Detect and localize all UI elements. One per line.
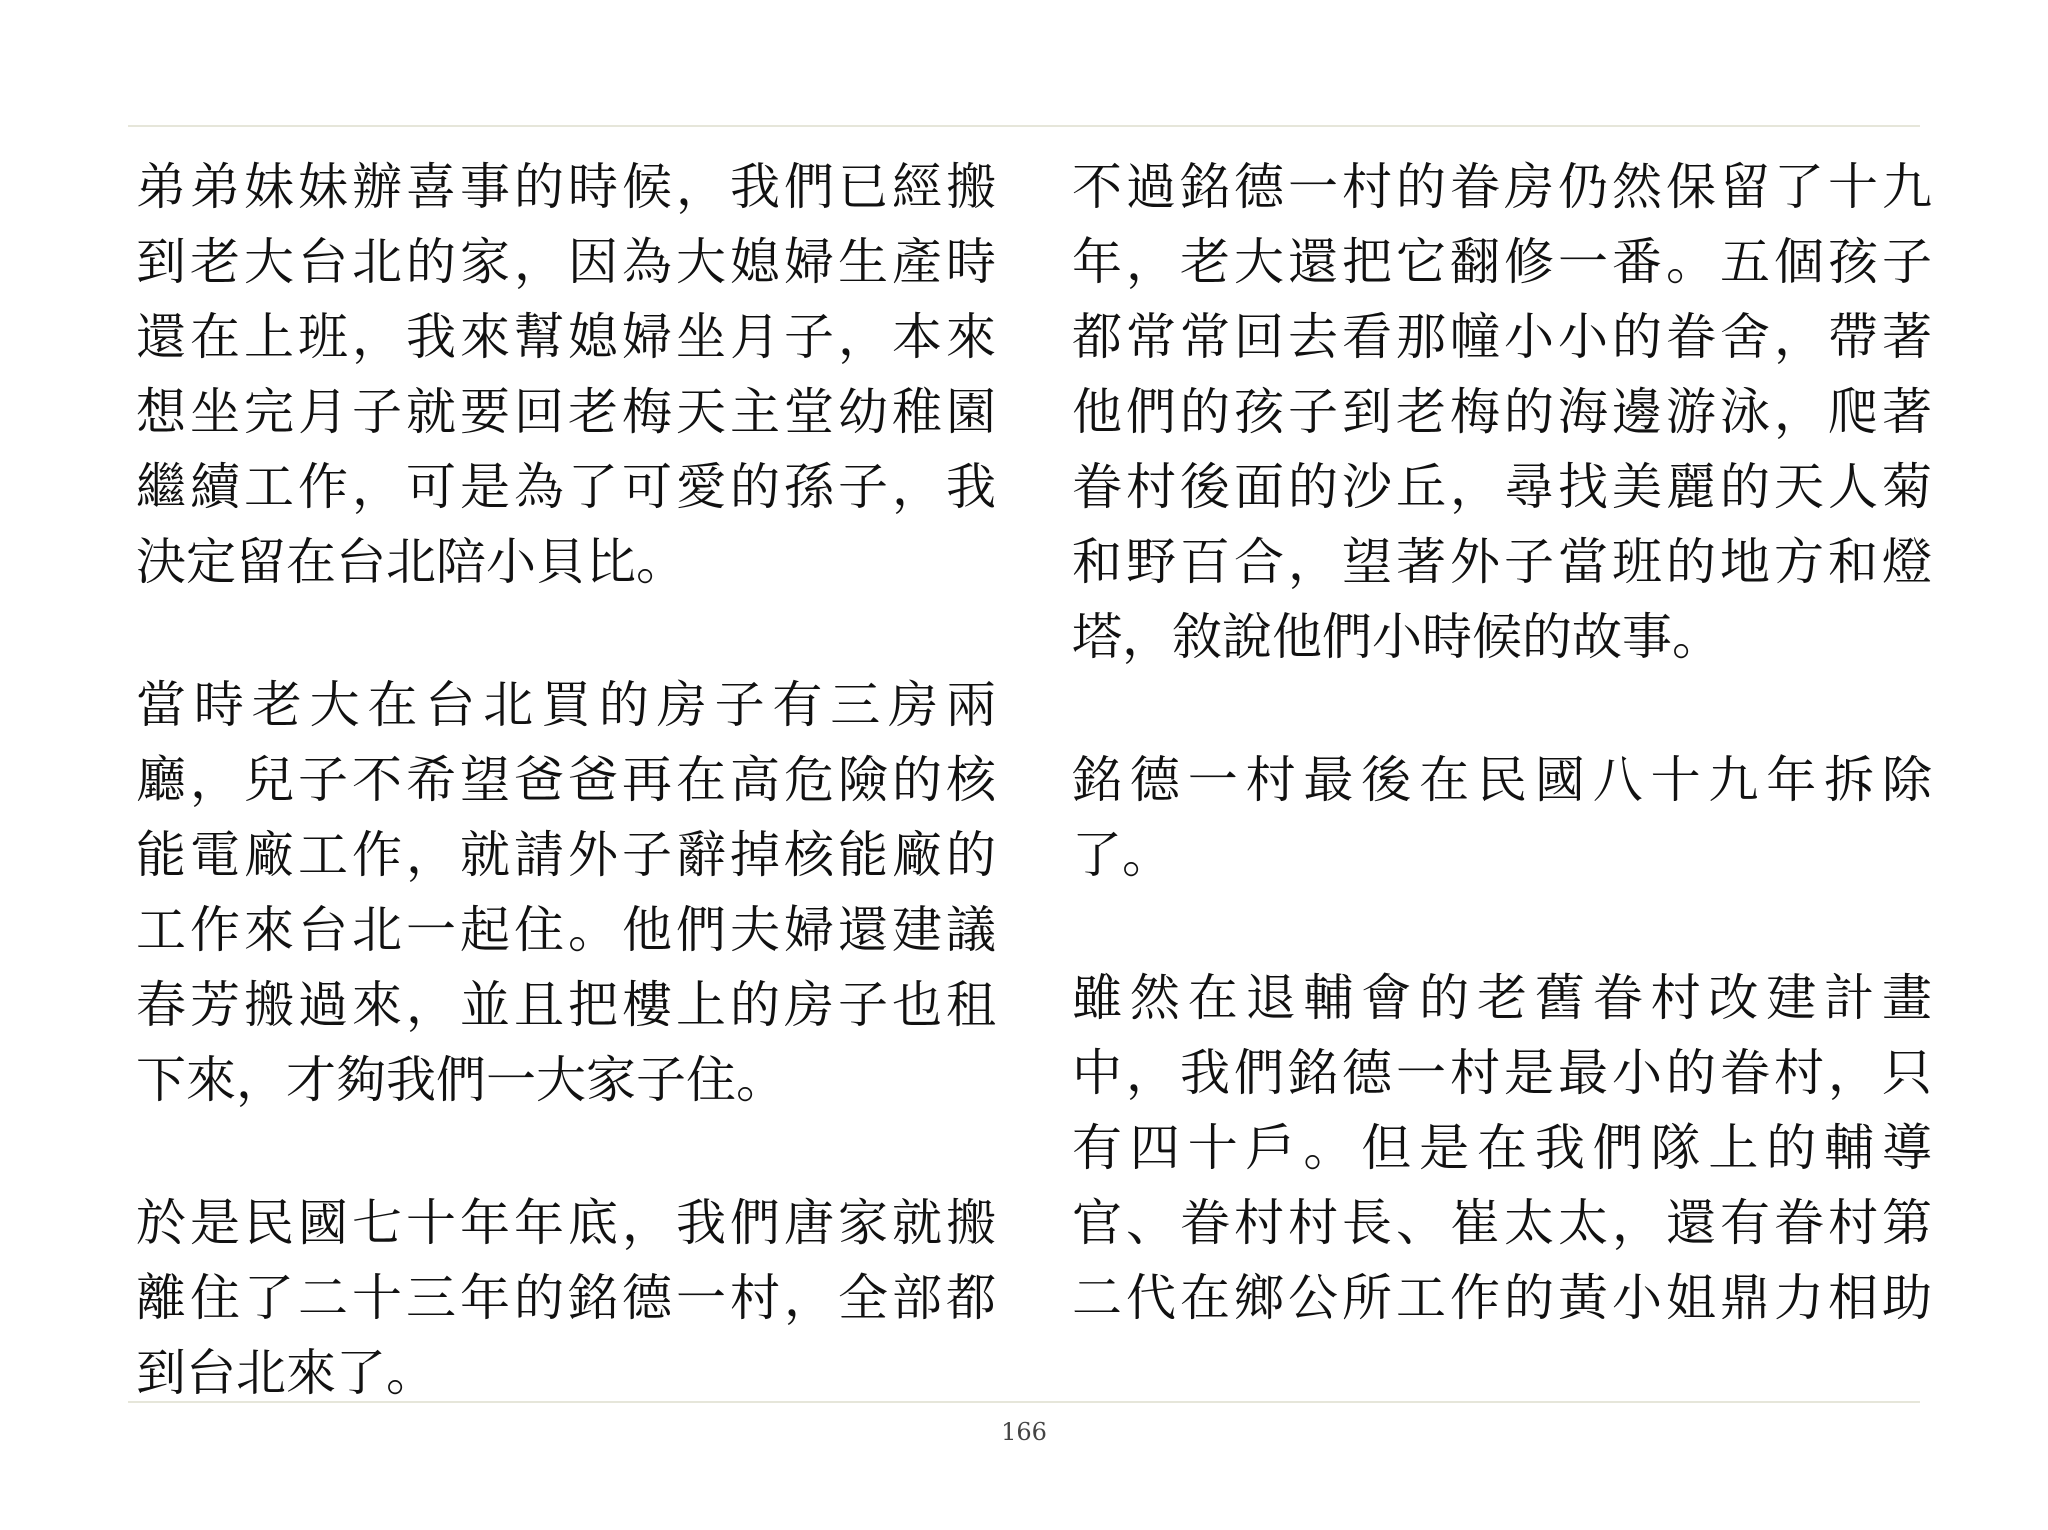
- bottom-rule: [128, 1401, 1920, 1403]
- text-line: 到台北來了。: [136, 1344, 436, 1402]
- text-line: 塔，敘說他們小時候的故事。: [1072, 608, 1722, 666]
- text-line: 眷村後面的沙丘，尋找美麗的天人菊: [1072, 458, 1932, 516]
- paragraph: [1072, 961, 1932, 1336]
- text-line: 弟弟妹妹辦喜事的時候，我們已經搬: [136, 158, 996, 216]
- text-line: 於是民國七十年年底，我們唐家就搬: [136, 1194, 996, 1252]
- text-line: 年，老大還把它翻修一番。五個孩子: [1072, 233, 1932, 291]
- text-line: 中，我們銘德一村是最小的眷村，只: [1072, 1044, 1932, 1102]
- text-line: 想坐完月子就要回老梅天主堂幼稚園: [136, 383, 996, 441]
- text-line: 繼續工作，可是為了可愛的孫子，我: [136, 458, 996, 516]
- text-line: 銘德一村最後在民國八十九年拆除: [1072, 751, 1932, 809]
- text-line: 官、眷村村長、崔太太，還有眷村第: [1072, 1194, 1932, 1252]
- paragraph: [136, 1186, 996, 1411]
- text-line: 春芳搬過來，並且把樓上的房子也租: [136, 976, 996, 1034]
- text-line: 下來，才夠我們一大家子住。: [136, 1051, 786, 1109]
- text-line: 還在上班，我來幫媳婦坐月子，本來: [136, 308, 996, 366]
- paragraph: [136, 150, 996, 600]
- text-line: 都常常回去看那幢小小的眷舍，帶著: [1072, 308, 1932, 366]
- top-rule: [128, 125, 1920, 127]
- paragraph: [1072, 743, 1932, 893]
- text-line: 和野百合，望著外子當班的地方和燈: [1072, 533, 1932, 591]
- text-line: 有四十戶。但是在我們隊上的輔導: [1072, 1119, 1932, 1177]
- paragraph: [136, 668, 996, 1118]
- text-line: 雖然在退輔會的老舊眷村改建計畫: [1072, 969, 1932, 1027]
- paragraph: [1072, 150, 1932, 675]
- left-column: [136, 150, 996, 1479]
- text-line: 工作來台北一起住。他們夫婦還建議: [136, 901, 996, 959]
- page-number: 166: [1001, 1418, 1047, 1446]
- text-line: 能電廠工作，就請外子辭掉核能廠的: [136, 826, 996, 884]
- text-line: 當時老大在台北買的房子有三房兩: [136, 676, 996, 734]
- text-line: 不過銘德一村的眷房仍然保留了十九: [1072, 158, 1932, 216]
- text-line: 了。: [1072, 826, 1172, 884]
- right-column: [1072, 150, 1932, 1404]
- text-line: 決定留在台北陪小貝比。: [136, 533, 686, 591]
- text-line: 離住了二十三年的銘德一村，全部都: [136, 1269, 996, 1327]
- text-line: 二代在鄉公所工作的黃小姐鼎力相助: [1072, 1269, 1932, 1327]
- text-line: 廳，兒子不希望爸爸再在高危險的核: [136, 751, 996, 809]
- text-line: 到老大台北的家，因為大媳婦生產時: [136, 233, 996, 291]
- text-line: 他們的孩子到老梅的海邊游泳，爬著: [1072, 383, 1932, 441]
